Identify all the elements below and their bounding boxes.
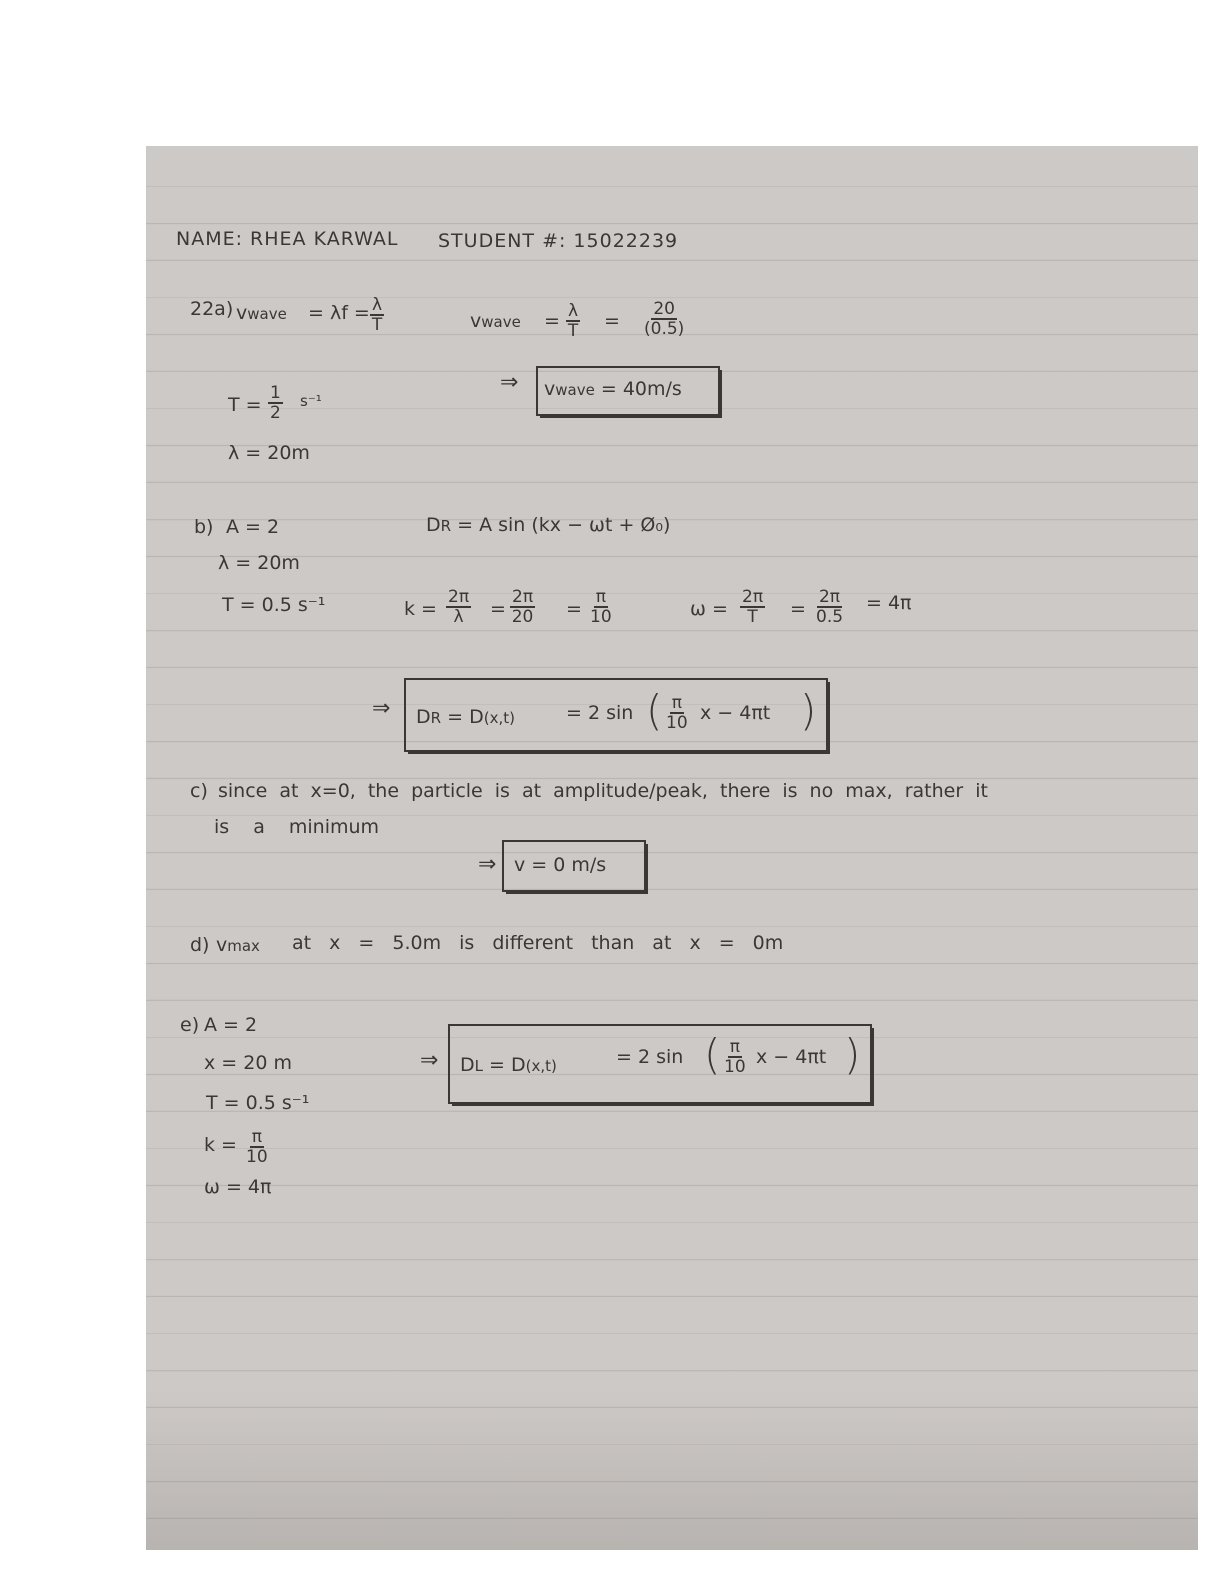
- equals-sign: =: [490, 598, 506, 620]
- answer-d: at x = 5.0m is different than at x = 0m: [292, 932, 784, 954]
- answer-arrow-b: ⇒: [372, 696, 391, 721]
- amplitude-b: A = 2: [226, 516, 280, 538]
- student-name: NAME: RHEA KARWAL: [176, 228, 399, 250]
- general-wave-equation: DR = A sin (kx − ωt + Ø₀): [426, 514, 671, 536]
- answer-e-sin: = 2 sin: [616, 1046, 684, 1068]
- paren-close: ): [800, 686, 817, 735]
- k-fraction-2: $\frac{2\pi}{20}$: [511, 587, 534, 627]
- fraction-lambda-over-t-2: $\frac{\lambda}{T}$: [567, 301, 579, 341]
- answer-e-lhs: DL = D(x,t): [460, 1054, 557, 1076]
- equals-sign-2: =: [604, 310, 620, 332]
- answer-b-lhs: DR = D(x,t): [416, 706, 515, 728]
- k-fraction-1: $\frac{2\pi}{\lambda}$: [448, 587, 470, 627]
- answer-b-argument: x − 4πt: [700, 702, 771, 724]
- equation-a-mid: = λf =: [308, 302, 370, 324]
- period-label: T =: [228, 394, 262, 416]
- k-fraction-3: $\frac{\pi}{10}$: [590, 587, 612, 627]
- paren-open: (: [704, 1030, 721, 1079]
- answer-b-sin: = 2 sin: [566, 702, 634, 724]
- answer-e-fraction: $\frac{\pi}{10}$: [724, 1037, 746, 1077]
- vmax-symbol: vmax: [216, 934, 260, 956]
- period-e: T = 0.5 s⁻¹: [206, 1092, 310, 1114]
- period-b: T = 0.5 s⁻¹: [222, 594, 326, 616]
- answer-arrow-c: ⇒: [478, 852, 497, 877]
- wavelength-e: x = 20 m: [204, 1052, 292, 1074]
- equals-sign: =: [544, 310, 560, 332]
- omega-e: ω = 4π: [204, 1176, 272, 1198]
- omega-fraction-1: $\frac{2\pi}{T}$: [742, 587, 764, 627]
- amplitude-e: A = 2: [204, 1014, 258, 1036]
- question-e-label: e): [180, 1014, 200, 1036]
- equals-sign: =: [566, 598, 582, 620]
- omega-label: ω =: [690, 598, 728, 620]
- question-b-label: b): [194, 516, 214, 538]
- student-number: STUDENT #: 15022239: [438, 230, 679, 252]
- notebook-page: [146, 146, 1198, 1550]
- answer-c: v = 0 m/s: [514, 854, 607, 876]
- period-fraction: $\frac{1}{2}$: [270, 383, 281, 423]
- wavelength-b: λ = 20m: [218, 552, 300, 574]
- equals-sign: =: [790, 598, 806, 620]
- wavenumber-e-label: k =: [204, 1134, 237, 1156]
- question-c-label: c): [190, 780, 208, 802]
- answer-c-line1: since at x=0, the particle is at amplitude/peak, there is no max, rather it: [218, 780, 988, 802]
- question-d-label: d): [190, 934, 210, 956]
- wavelength-value: λ = 20m: [228, 442, 310, 464]
- answer-a: vwave = 40m/s: [544, 378, 682, 400]
- answer-b-fraction: $\frac{\pi}{10}$: [666, 693, 688, 733]
- paren-open: (: [646, 686, 663, 735]
- answer-e-argument: x − 4πt: [756, 1046, 827, 1068]
- answer-arrow-a: ⇒: [500, 370, 519, 395]
- omega-fraction-2: $\frac{2\pi}{0.5}$: [816, 587, 844, 627]
- answer-arrow-e: ⇒: [420, 1048, 439, 1073]
- fraction-20-over-0.5: $\frac{20}{(0.5)}$: [644, 299, 685, 339]
- vwave-symbol: vwave: [236, 302, 287, 324]
- vwave-symbol-2: vwave: [470, 310, 521, 332]
- paren-close: ): [844, 1030, 861, 1079]
- question-a-label: 22a): [190, 298, 234, 320]
- answer-c-line2: is a minimum: [214, 816, 380, 838]
- wavenumber-e-fraction: $\frac{\pi}{10}$: [246, 1127, 268, 1167]
- wavenumber-label: k =: [404, 598, 437, 620]
- period-unit: s⁻¹: [300, 392, 322, 410]
- omega-result: = 4π: [866, 592, 912, 614]
- fraction-lambda-over-t: $\frac{\lambda}{T}$: [371, 295, 383, 335]
